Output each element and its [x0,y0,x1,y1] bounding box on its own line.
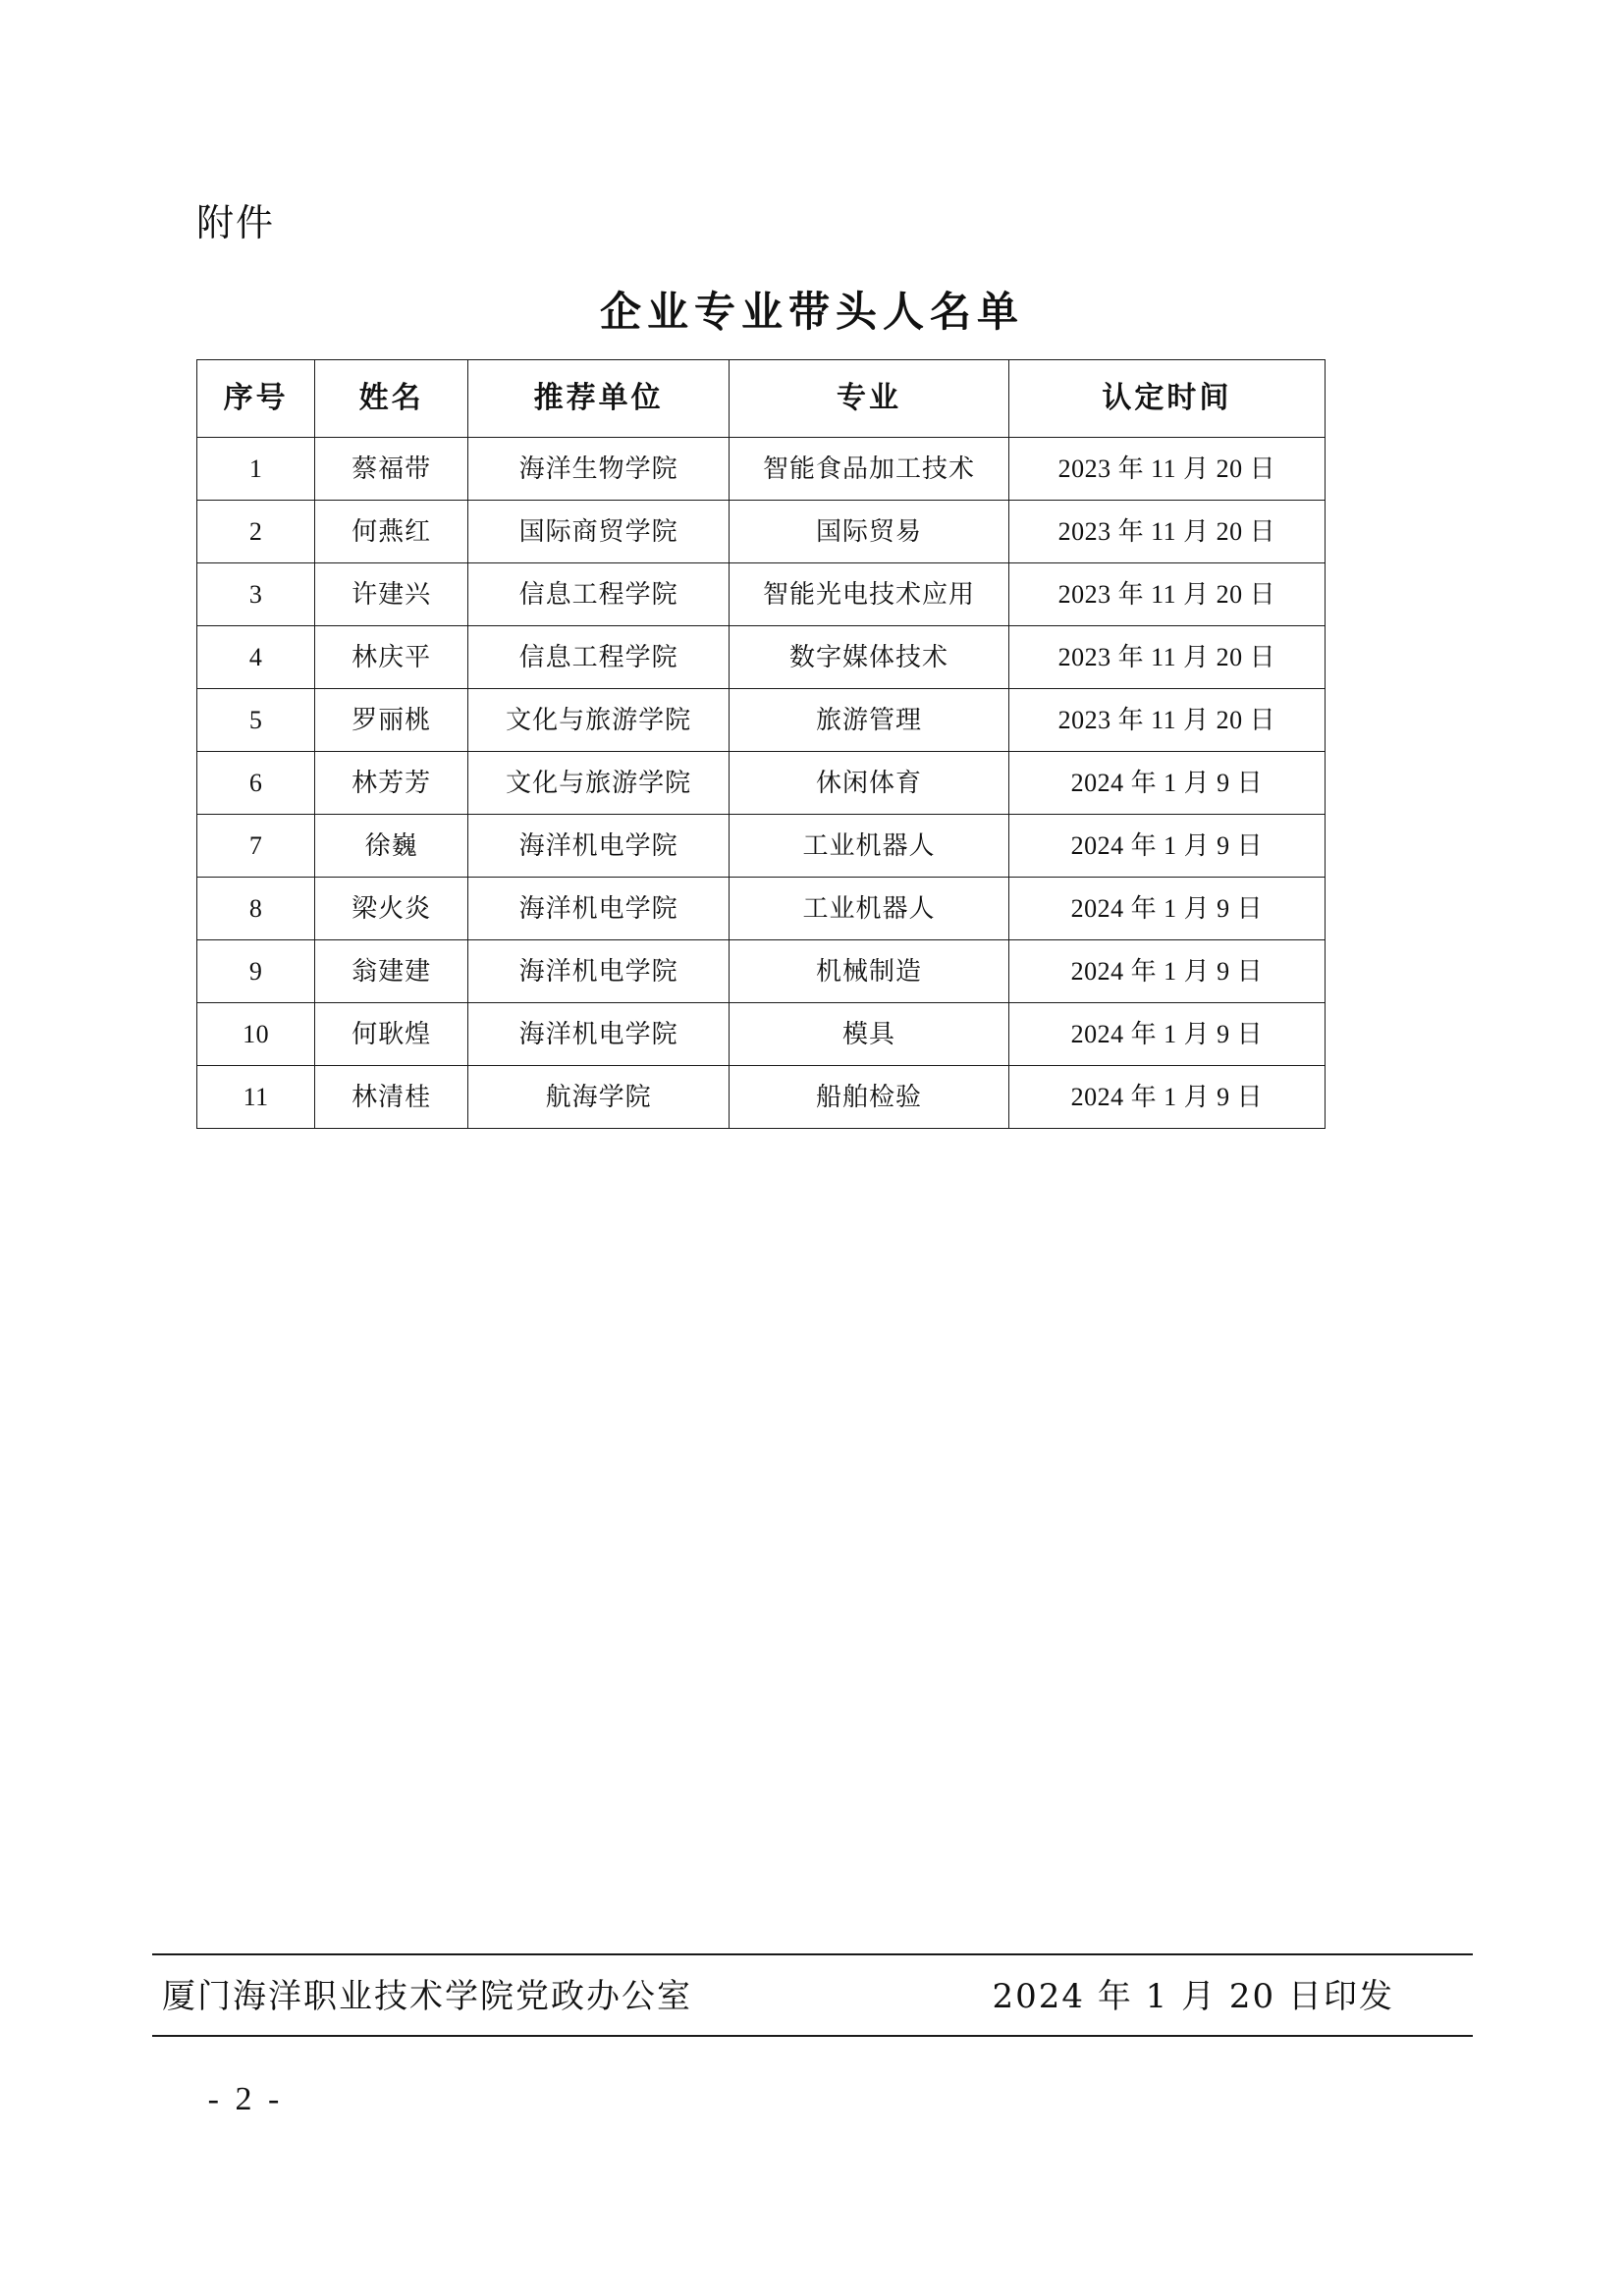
table-row [197,752,1326,815]
cell-major: 模具 [730,1003,1009,1066]
cell-unit: 海洋机电学院 [467,878,729,940]
cell-major: 国际贸易 [730,501,1009,563]
table-row [197,940,1326,1003]
cell-major: 机械制造 [730,940,1009,1003]
cell-name: 蔡福带 [315,438,468,501]
column-header-major: 专业 [730,360,1009,438]
cell-unit: 文化与旅游学院 [467,752,729,815]
column-header-index: 序号 [197,360,315,438]
cell-unit: 海洋机电学院 [467,1003,729,1066]
table-row [197,1066,1326,1129]
table-header-row [197,360,1326,438]
cell-date: 2024 年 1 月 9 日 [1008,1003,1325,1066]
cell-index: 8 [197,878,315,940]
cell-major: 船舶检验 [730,1066,1009,1129]
cell-index: 9 [197,940,315,1003]
cell-index: 11 [197,1066,315,1129]
cell-unit: 国际商贸学院 [467,501,729,563]
cell-date: 2023 年 11 月 20 日 [1008,501,1325,563]
cell-index: 1 [197,438,315,501]
footer-print-date: 2024 年 1 月 20 日印发 [992,1977,1394,2016]
document-footer [152,1953,1473,2037]
table-row [197,626,1326,689]
footer-divider-bottom [152,2035,1473,2037]
cell-date: 2023 年 11 月 20 日 [1008,626,1325,689]
cell-date: 2024 年 1 月 9 日 [1008,1066,1325,1129]
cell-major: 工业机器人 [730,878,1009,940]
cell-unit: 海洋机电学院 [467,940,729,1003]
cell-index: 10 [197,1003,315,1066]
cell-name: 何耿煌 [315,1003,468,1066]
table-row [197,815,1326,878]
cell-name: 罗丽桃 [315,689,468,752]
cell-unit: 信息工程学院 [467,563,729,626]
table-row [197,501,1326,563]
table-row [197,878,1326,940]
cell-date: 2024 年 1 月 9 日 [1008,940,1325,1003]
cell-name: 林庆平 [315,626,468,689]
cell-index: 5 [197,689,315,752]
attachment-label: 附件 [196,203,276,244]
cell-index: 7 [197,815,315,878]
cell-name: 翁建建 [315,940,468,1003]
cell-major: 工业机器人 [730,815,1009,878]
cell-date: 2024 年 1 月 9 日 [1008,878,1325,940]
cell-name: 徐巍 [315,815,468,878]
cell-unit: 海洋生物学院 [467,438,729,501]
cell-date: 2023 年 11 月 20 日 [1008,438,1325,501]
footer-row [152,1955,1473,2031]
leader-list-table [196,359,1326,1129]
cell-date: 2023 年 11 月 20 日 [1008,689,1325,752]
page-number: - 2 - [207,2081,284,2117]
cell-major: 旅游管理 [730,689,1009,752]
cell-unit: 海洋机电学院 [467,815,729,878]
column-header-name: 姓名 [315,360,468,438]
page-title: 企业专业带头人名单 [599,288,1024,336]
cell-unit: 文化与旅游学院 [467,689,729,752]
cell-date: 2023 年 11 月 20 日 [1008,563,1325,626]
cell-name: 林芳芳 [315,752,468,815]
cell-index: 6 [197,752,315,815]
cell-index: 4 [197,626,315,689]
table-row [197,563,1326,626]
cell-name: 林清桂 [315,1066,468,1129]
cell-name: 梁火炎 [315,878,468,940]
cell-unit: 航海学院 [467,1066,729,1129]
cell-major: 智能光电技术应用 [730,563,1009,626]
table-row [197,689,1326,752]
cell-major: 休闲体育 [730,752,1009,815]
cell-name: 何燕红 [315,501,468,563]
column-header-unit: 推荐单位 [467,360,729,438]
cell-name: 许建兴 [315,563,468,626]
cell-index: 3 [197,563,315,626]
table-row [197,1003,1326,1066]
cell-date: 2024 年 1 月 9 日 [1008,752,1325,815]
cell-index: 2 [197,501,315,563]
table-row [197,438,1326,501]
cell-major: 数字媒体技术 [730,626,1009,689]
column-header-date: 认定时间 [1008,360,1325,438]
cell-unit: 信息工程学院 [467,626,729,689]
footer-issuer: 厦门海洋职业技术学院党政办公室 [162,1977,692,2016]
cell-date: 2024 年 1 月 9 日 [1008,815,1325,878]
cell-major: 智能食品加工技术 [730,438,1009,501]
